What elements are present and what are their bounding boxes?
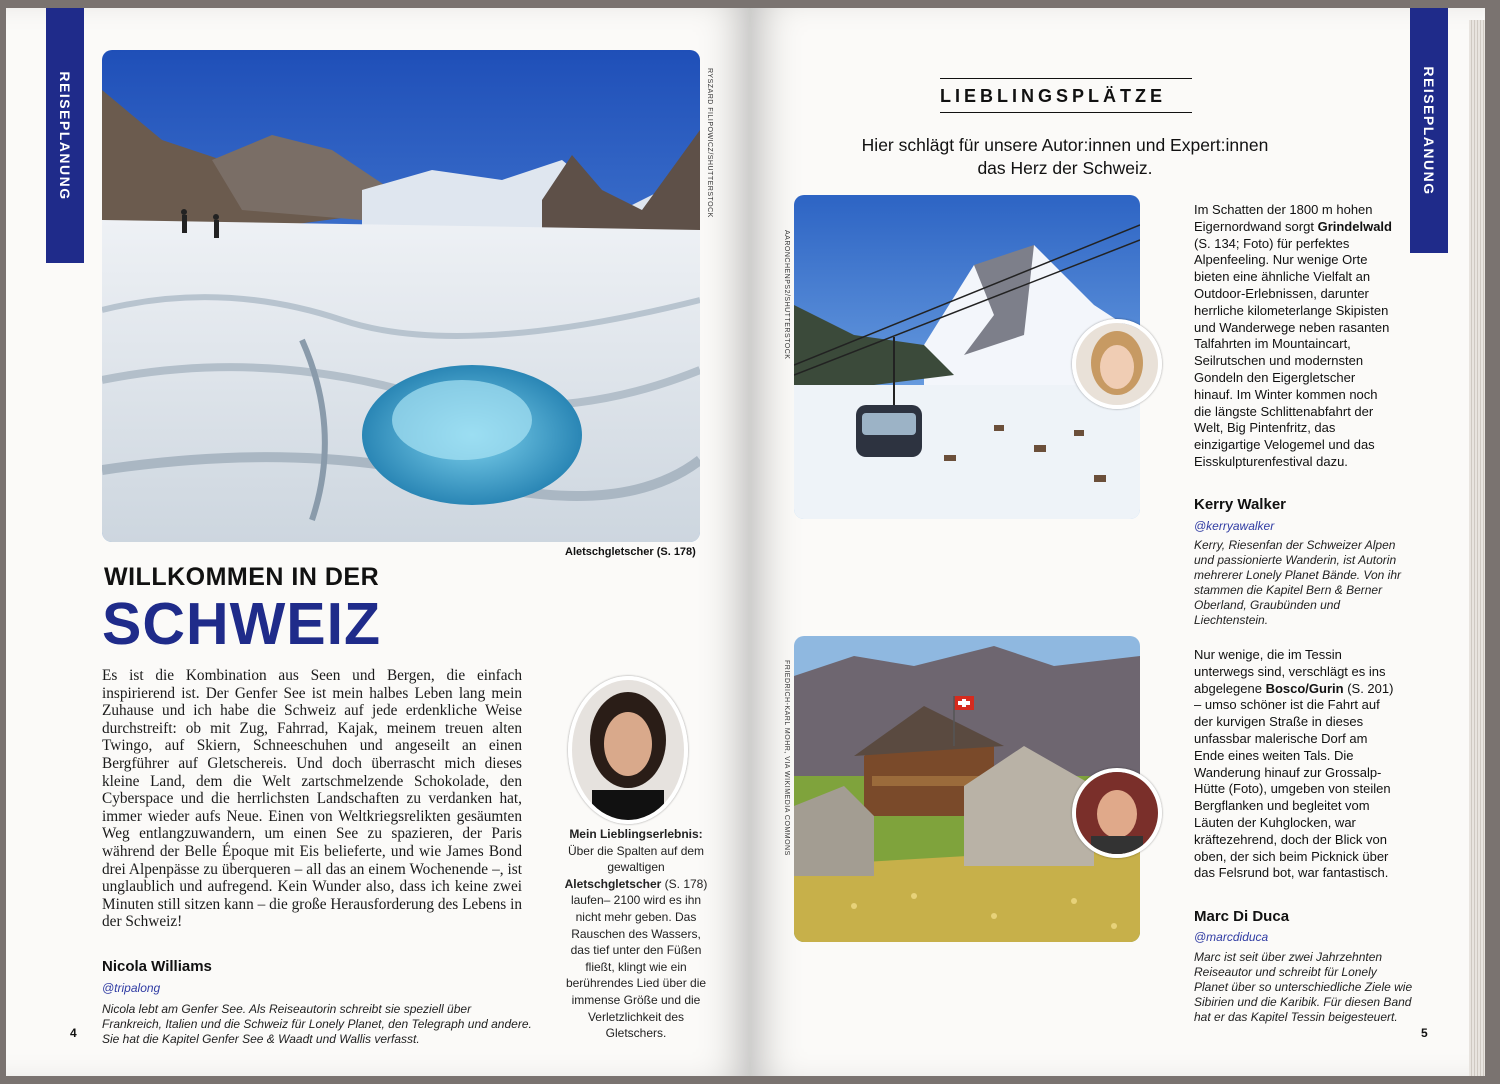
glacier-photo: [102, 50, 700, 542]
title-rule-top: [940, 78, 1192, 79]
author-bio: Nicola lebt am Genfer See. Als Reiseautorin schreibt sie speziell über Frankreich, Italien und die Schweiz für Lonely Planet, den Telegraph und andere. Sie hat die Kapitel Genfer See & Waadt und Wallis verfasst.: [102, 1002, 532, 1046]
section-tab-label: REISEPLANUNG: [1421, 65, 1437, 196]
sidebar-heading: Mein Lieblingserlebnis:: [569, 827, 703, 841]
entry1-highlight: Grindelwald: [1317, 218, 1392, 234]
photo-credit: RYSZARD FILIPOWICZ/SHUTTERSTOCK: [706, 68, 713, 218]
subtitle-line2: das Herz der Schweiz.: [977, 158, 1153, 178]
section-tab: [1410, 8, 1448, 253]
section-tab-label: REISEPLANUNG: [57, 70, 73, 201]
sidebar-highlight: Aletschgletscher: [564, 876, 662, 891]
photo2-credit: FRIEDRICH-KARL MOHR, VIA WIKIMEDIA COMMONS: [783, 660, 790, 856]
entry2-text: [1194, 647, 1394, 882]
entry1-text-part1: Im Schatten der 1800 m hohen Eigernordwand sorgt: [1194, 202, 1373, 234]
subtitle-line1: Hier schlägt für unsere Autor:innen und Expert:innen: [861, 135, 1269, 155]
entry1-text-part2: (S. 134; Foto) für perfektes Alpenfeeling. Nur wenige Orte bieten eine ähnliche Vielfalt an Outdoor-Erlebnissen, darunter herrliche kilometerlange Skipisten und Wanderwege neben rasanten Talfahrten im Mountaincart, Seilrutschen und modernsten Gondeln den Eigergletscher hinauf. Im Winter kommen noch die längste Schlittenabfahrt der Welt, Big Pintenfritz, das einzigartige Velogemel und das Eisskulpturenfestival dazu.: [1194, 235, 1390, 469]
page-number: 5: [1421, 1026, 1428, 1040]
kerry-portrait: [1072, 319, 1162, 409]
marc-portrait: [1072, 768, 1162, 858]
entry2-author-handle: @marcdiduca: [1194, 930, 1269, 944]
entry1-author-bio: Kerry, Riesenfan der Schweizer Alpen und passionierte Wanderin, ist Autorin mehrerer Lonely Planet Bände. Von ihr stammen die Kapitel Bern & Berner Oberland, Graubünden und Liechtenstein.: [1194, 538, 1402, 627]
photo1-credit: AARONCHENPS2/SHUTTERSTOCK: [783, 230, 790, 360]
right-page: [750, 8, 1485, 1076]
intro-body-text: Es ist die Kombination aus Seen und Bergen, die einfach inspirierend ist. Der Genfer See ist mein halbes Leben lang mein Zuhause und ich habe die Schweiz auf jede erdenkliche Weise durchstreift: ob mit Zug, Fahrrad, Kajak, meinem treuen alten Twingo, auf Skiern, Schneeschuhen und angeseilt an einen Bergführer auf Gletschereis. Und doch überrascht mich dieses kleine Land, dem die Welt zartschmelzende Schokolade, den Cyberspace und die herrlichsten Landschaften zu verdanken hat, immer wieder aufs Neue. Einen von Weltkriegsrelikten gesäumten Weg entlangzuwandern, um einen See zu spazieren, der Paris während der Belle Époque mit Eis belieferte, und wie James Bond drei Alpenpässe zu überqueren – all das an einem Wochenende –, ist unglaublich und aufregend. Kein Wunder also, dass ich keine zwei Minuten still sitzen kann – die große Herausforderung des Lebens in der Schweiz!: [102, 667, 522, 931]
title-rule-bottom: [940, 112, 1192, 113]
glacier-illustration: [102, 50, 700, 542]
section-title: LIEBLINGSPLÄTZE: [940, 86, 1166, 106]
entry1-text: [1194, 202, 1394, 471]
entry1-author-handle: @kerryawalker: [1194, 519, 1275, 533]
entry1-author-name: Kerry Walker: [1194, 496, 1286, 513]
author-name: Nicola Williams: [102, 958, 212, 975]
page-number: 4: [70, 1026, 77, 1040]
entry2-author-bio: Marc ist seit über zwei Jahrzehnten Reiseautor und schreibt für Lonely Planet über so unterschiedliche Ziele wie Sibirien und die Karibik. Für diesen Band hat er das Kapitel Tessin beigesteuert.: [1194, 950, 1413, 1024]
left-page: [6, 8, 750, 1076]
author-portrait: [568, 676, 688, 824]
section-tab: [46, 8, 84, 263]
favorite-experience-box: [561, 826, 711, 1042]
section-subtitle: [840, 134, 1290, 180]
page-title-line2: SCHWEIZ: [102, 591, 382, 657]
sidebar-text: Über die Spalten auf dem gewaltigen: [567, 843, 705, 875]
entry2-highlight: Bosco/Gurin: [1265, 680, 1344, 696]
entry2-text-part2: (S. 201) – umso schöner ist die Fahrt auf der kurvigen Straße in dieses unfassbar malerische Dorf am Ende eines weiten Tals. Die Wanderung hinauf zur Grossalp-Hütte (Foto), umgeben von steilen Bergflanken und begleitet vom Läuten der Kuhglocken, war kräftezehrend, doch der Blick von oben, der sich beim Picknick über das Felsrund bot, war fantastisch.: [1194, 680, 1394, 881]
page-edge: [1469, 20, 1485, 1076]
sidebar-text-cont: (S. 178) laufen– 2100 wird es ihn nicht mehr geben. Das Rauschen des Wassers, das tief unter den Füßen fließt, klingt wie ein berührendes Lied über die immense Größe und die Verletzlichkeit des Gletschers.: [565, 876, 708, 1041]
photo-caption: Aletschgletscher (S. 178): [565, 546, 696, 558]
entry2-text-part1: Nur wenige, die im Tessin unterwegs sind, verschlägt es ins abgelegene: [1194, 647, 1386, 696]
page-title-line1: WILLKOMMEN IN DER: [104, 563, 380, 591]
entry2-author-name: Marc Di Duca: [1194, 908, 1290, 925]
author-handle: @tripalong: [102, 981, 161, 995]
